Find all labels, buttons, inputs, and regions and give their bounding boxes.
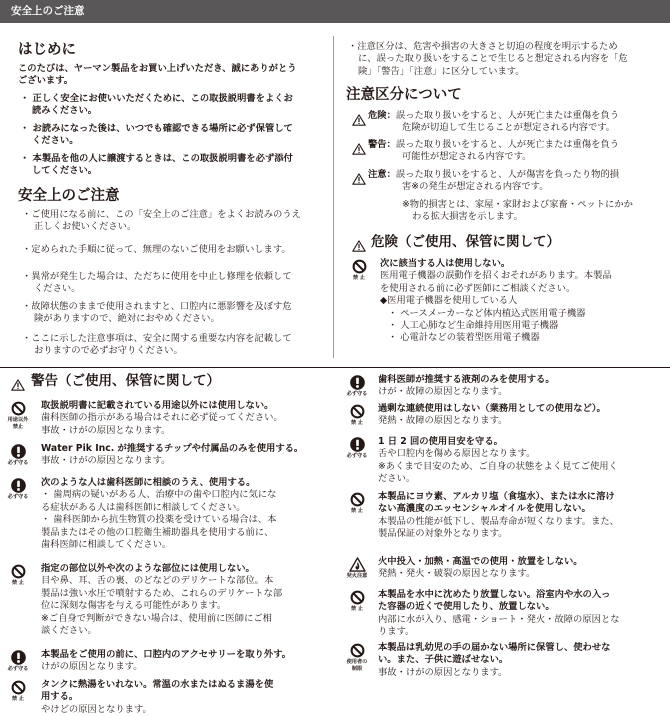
- notice-text: ・注意区分は、危害や損害の大きさと切迫の程度を明示するため に、誤った取り扱いをすることで生じると想定される内容を「危 険」「警告」「注意」に区分しています。: [348, 41, 628, 77]
- icon-caption: 必ず守る: [7, 666, 29, 672]
- icon-caption: 禁 止: [11, 580, 25, 586]
- warning-item: 火中投入・加熱・高温での使用・放置をしない。 発熱・発火・破裂の原因となります。: [378, 556, 583, 580]
- icon-caption: 用途以外: [7, 417, 29, 423]
- intro-bullet: ・ 正しく安全にお使いいただくために、この取扱説明書をよくお 読みください。: [20, 93, 293, 117]
- warning-item: 本製品をご使用の前に、口腔内のアクセサリーを取り外す。 けがの原因となります。: [41, 649, 291, 673]
- safety-item: ・故障状態のままで使用されますと、口腔内に悪影響を及ぼす危 険がありますので、絶対におやめください。: [22, 301, 292, 325]
- warning-item: Water Pik Inc. が推奨するチップや付属品のみを使用する。 事故・けがの原因となります。: [41, 443, 304, 467]
- prohibit-icon: 禁 止: [346, 259, 372, 282]
- icon-caption: 制限: [351, 665, 363, 672]
- prohibit-icon: [344, 643, 370, 672]
- warning-item: 歯科医師が推奨する液剤のみを使用する。 けが・故障の原因となります。: [378, 374, 555, 398]
- intro-lead: このたびは、ヤーマン製品をお買い上げいただき、誠にありがとう ございます。: [18, 63, 297, 87]
- safety-item: ・ここに示した注意事項は、安全に関する重要な内容を記載して おりますので必ずお守りください。: [22, 333, 292, 357]
- icon-caption: 禁 止: [350, 508, 364, 514]
- warning-item: 指定の部位以外や次のような部位には使用しない。 目や鼻、耳、舌の裏、のどなどのデリケートな部位。本 製品は強い水圧で噴射するため、これらのデリケートな部 位に深刻な傷害を与える可能性があります。 ※ご自身で判断ができない場合は、使用前に医師にご相 談ください。: [41, 563, 283, 637]
- mandatory-icon: [5, 444, 31, 467]
- warning-triangle-icon: [352, 140, 366, 159]
- intro-bullet: ・ 本製品を他の人に譲渡するときは、この取扱説明書を必ず添付 してください。: [20, 153, 293, 177]
- column-divider: [333, 36, 334, 358]
- icon-caption: 禁 止: [350, 420, 364, 426]
- intro-title: はじめに: [18, 42, 76, 58]
- mandatory-icon: [5, 478, 31, 501]
- warning-item: タンクに熱湯をいれない。常温の水またはぬるま湯を使 用する。 やけどの原因となります。: [41, 679, 274, 715]
- warning-item: 本製品にヨウ素、アルカリ塩（食塩水）、または水に溶け ない高濃度のエッセンシャルオイルを使用しない。 本製品の性能が低下し、製品寿命が短くなります。また、 製品保証の対象外となります。: [378, 491, 619, 540]
- icon-caption: 禁止: [12, 423, 24, 430]
- prohibit-icon: [5, 564, 31, 587]
- safety-item: ・異常が発生した場合は、ただちに使用を中止し修理を依頼して ください。: [22, 271, 292, 295]
- category-item: 警告：誤った取り扱いをすると、人が死亡または重傷を負う 可能性が想定される内容です。: [368, 139, 620, 163]
- fire-caution-icon: [344, 557, 370, 580]
- warning-item: 本製品は乳幼児の手の届かない場所に保管し、使わせな い。また、子供に遊ばせない。 事故・けがの原因となります。: [378, 642, 611, 678]
- icon-caption: 使用者の: [346, 659, 368, 665]
- warning-title: 警告（ご使用、保管に関して）: [31, 373, 220, 389]
- icon-caption: 禁 止: [350, 606, 364, 612]
- prohibit-icon: [5, 401, 31, 430]
- danger-item: 次に該当する人は使用しない。 医用電子機器の誤動作を招くおそれがあります。本製品 を使用される前に必ず医師にご相談ください。 ◆医用電子機器を使用している人 ・ ペースメーカーなど体内植込式医用電子機器 ・ 人工心肺など生命維持用医用電子機器 ・ 心電計などの装着型医用電子機器: [380, 258, 612, 344]
- prohibit-icon: [344, 590, 370, 613]
- prohibit-icon: [344, 492, 370, 515]
- icon-caption: 必ず守る: [346, 391, 368, 397]
- intro-bullet: ・ お読みになった後は、いつでも確認できる場所に必ず保管して ください。: [20, 123, 293, 147]
- warning-item: 取扱説明書に記載されている用途以外には使用しない。 歯科医師の指示がある場合はそれに必ず従ってください。 事故・けがの原因となります。: [41, 400, 283, 436]
- safety-title: 安全上のご注意: [18, 188, 120, 204]
- warning-triangle-icon: [352, 111, 366, 130]
- warning-item: 本製品を水中に沈めたり放置しない。浴室内や水の入っ た容器の近くで使用したり、放置しない。 内部に水が入り、感電・ショート・発火・故障の原因とな ります。: [378, 589, 620, 638]
- warning-item: 過剰な連続使用はしない（業務用としての使用など）。 発熱・故障の原因となります。: [378, 403, 606, 427]
- mandatory-icon: [344, 375, 370, 398]
- warning-triangle-icon: [11, 376, 25, 395]
- header-title: 安全上のご注意: [11, 5, 85, 17]
- icon-caption: 必ず守る: [7, 460, 29, 466]
- prohibit-icon: [5, 680, 31, 703]
- warning-triangle-icon: [352, 170, 366, 189]
- prohibit-icon: [344, 404, 370, 427]
- page-header-bar: [0, 0, 670, 23]
- warning-item: 1 日 2 回の使用目安を守る。 舌や口腔内を傷める原因となります。 ※あくまで目安のため、ご自身の状態をよく見てご使用く ださい。: [378, 436, 618, 485]
- icon-caption: 発火注意: [346, 573, 368, 579]
- safety-item: ・定められた手順に従って、無理のないご使用をお願いします。: [22, 244, 291, 255]
- warning-triangle-icon: [352, 237, 366, 256]
- warning-item: 次のような人は歯科医師に相談のうえ、使用する。 ・ 歯周病の疑いがある人、治療中の歯や口腔内に気にな る症状がある人は歯科医師に相談してください。 ・ 歯科医師から抗生物質の投薬を受けている場合は、本 製品またはその他の口腔衛生補助器具を使用する前に、 歯科医師に相談してください。: [41, 477, 277, 551]
- icon-caption: 必ず守る: [346, 453, 368, 459]
- category-item: 危険：誤った取り扱いをすると、人が死亡または重傷を負う 危険が切迫して生じることが想定される内容です。: [368, 110, 620, 134]
- section-rule: [0, 367, 670, 368]
- categories-note: ※物的損害とは、家屋・家財および家畜・ペットにかか わる拡大損害を示します。: [402, 199, 633, 223]
- safety-item: ・ご使用になる前に、この「安全上のご注意」をよくお読みのうえ 正しくお使いください。: [22, 209, 301, 233]
- icon-caption: 禁 止: [11, 696, 25, 702]
- icon-caption: 必ず守る: [7, 494, 29, 500]
- category-item: 注意：誤った取り扱いをすると、人が傷害を負ったり物的損 害※の発生が想定される内容です。: [368, 169, 620, 193]
- categories-title: 注意区分について: [346, 87, 462, 103]
- danger-title: 危険（ご使用、保管に関して）: [371, 234, 560, 250]
- mandatory-icon: [5, 650, 31, 673]
- mandatory-icon: [344, 437, 370, 460]
